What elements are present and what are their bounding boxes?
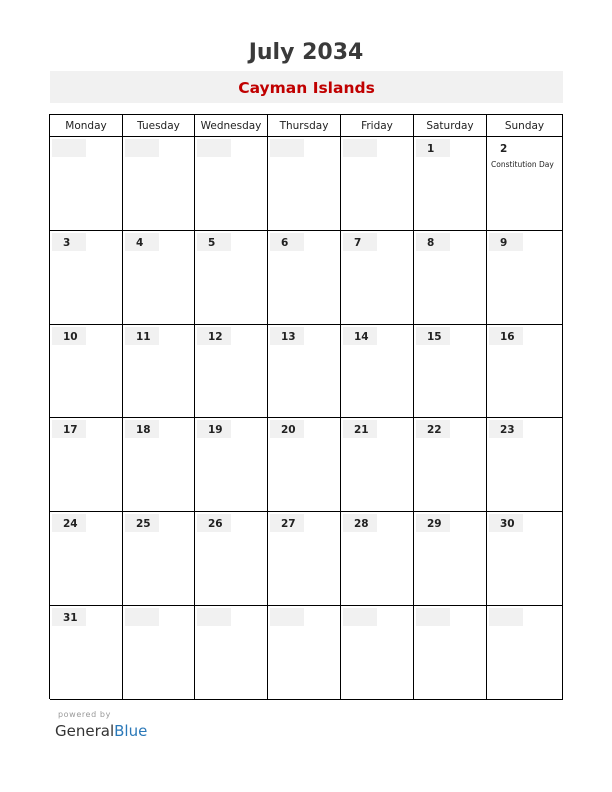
empty-day-marker [416,608,450,626]
week-row [50,137,563,231]
day-cell-20[interactable] [268,418,341,512]
day-number: 26 [197,514,231,532]
day-cell-empty [268,606,341,700]
day-cell-11[interactable] [123,325,195,419]
day-cell-15[interactable] [414,325,487,419]
day-cell-9[interactable] [487,231,563,325]
week-row [50,606,563,700]
day-number: 20 [270,420,304,438]
day-cell-5[interactable] [195,231,268,325]
brand-logo[interactable] [55,721,147,741]
day-cell-13[interactable] [268,325,341,419]
day-cell-22[interactable] [414,418,487,512]
day-number: 23 [489,420,523,438]
day-cell-28[interactable] [341,512,414,606]
day-cell-21[interactable] [341,418,414,512]
day-cell-7[interactable] [341,231,414,325]
day-number: 8 [416,233,450,251]
day-number: 9 [489,233,523,251]
week-row [50,512,563,606]
day-number: 5 [197,233,231,251]
week-row [50,325,563,419]
day-cell-empty [195,137,268,231]
day-number: 13 [270,327,304,345]
day-number: 6 [270,233,304,251]
day-number: 4 [125,233,159,251]
day-cell-empty [487,606,563,700]
day-cell-empty [268,137,341,231]
day-number: 30 [489,514,523,532]
page-title: July 2034 [248,40,364,65]
empty-day-marker [270,139,304,157]
day-number: 24 [52,514,86,532]
weekday-header-sunday: Sunday [487,115,563,137]
week-row [50,418,563,512]
day-cell-18[interactable] [123,418,195,512]
day-cell-8[interactable] [414,231,487,325]
day-number: 12 [197,327,231,345]
day-cell-empty [123,606,195,700]
day-number: 16 [489,327,523,345]
day-number: 18 [125,420,159,438]
day-number: 7 [343,233,377,251]
empty-day-marker [343,608,377,626]
day-number: 14 [343,327,377,345]
day-number: 22 [416,420,450,438]
holiday-label: Constitution Day [491,160,554,169]
weekday-header-tuesday: Tuesday [123,115,195,137]
day-cell-17[interactable] [50,418,123,512]
powered-by-label: powered by [58,710,111,719]
empty-day-marker [125,608,159,626]
week-row [50,231,563,325]
day-cell-27[interactable] [268,512,341,606]
day-cell-4[interactable] [123,231,195,325]
day-number: 21 [343,420,377,438]
day-cell-24[interactable] [50,512,123,606]
weekday-header-monday: Monday [50,115,123,137]
empty-day-marker [52,139,86,157]
day-cell-empty [414,606,487,700]
day-cell-14[interactable] [341,325,414,419]
day-number: 11 [125,327,159,345]
empty-day-marker [197,139,231,157]
day-cell-empty [341,606,414,700]
day-number: 27 [270,514,304,532]
country-name: Cayman Islands [238,79,375,97]
brand-name-general: General [55,722,115,740]
weekday-header-row [50,115,563,137]
day-cell-6[interactable] [268,231,341,325]
calendar-weeks [50,137,563,700]
day-cell-12[interactable] [195,325,268,419]
day-number: 28 [343,514,377,532]
day-cell-empty [123,137,195,231]
weekday-header-thursday: Thursday [268,115,341,137]
day-cell-25[interactable] [123,512,195,606]
day-number: 10 [52,327,86,345]
day-cell-empty [341,137,414,231]
weekday-header-saturday: Saturday [414,115,487,137]
day-cell-empty [50,137,123,231]
weekday-header-friday: Friday [341,115,414,137]
day-cell-30[interactable] [487,512,563,606]
day-number: 3 [52,233,86,251]
day-cell-31[interactable] [50,606,123,700]
day-cell-19[interactable] [195,418,268,512]
day-number: 1 [416,139,450,157]
empty-day-marker [270,608,304,626]
weekday-header-wednesday: Wednesday [195,115,268,137]
day-number: 15 [416,327,450,345]
day-cell-10[interactable] [50,325,123,419]
day-cell-26[interactable] [195,512,268,606]
calendar-grid [49,114,563,699]
day-cell-16[interactable] [487,325,563,419]
day-cell-1[interactable] [414,137,487,231]
day-number: 19 [197,420,231,438]
day-cell-29[interactable] [414,512,487,606]
day-number: 31 [52,608,86,626]
day-number: 29 [416,514,450,532]
empty-day-marker [489,608,523,626]
day-number: 17 [52,420,86,438]
empty-day-marker [343,139,377,157]
empty-day-marker [125,139,159,157]
day-cell-3[interactable] [50,231,123,325]
brand-name-blue: Blue [114,722,148,740]
day-cell-23[interactable] [487,418,563,512]
day-number: 25 [125,514,159,532]
day-cell-empty [195,606,268,700]
day-number: 2 [500,143,508,155]
empty-day-marker [197,608,231,626]
day-cell-2[interactable] [487,137,563,231]
